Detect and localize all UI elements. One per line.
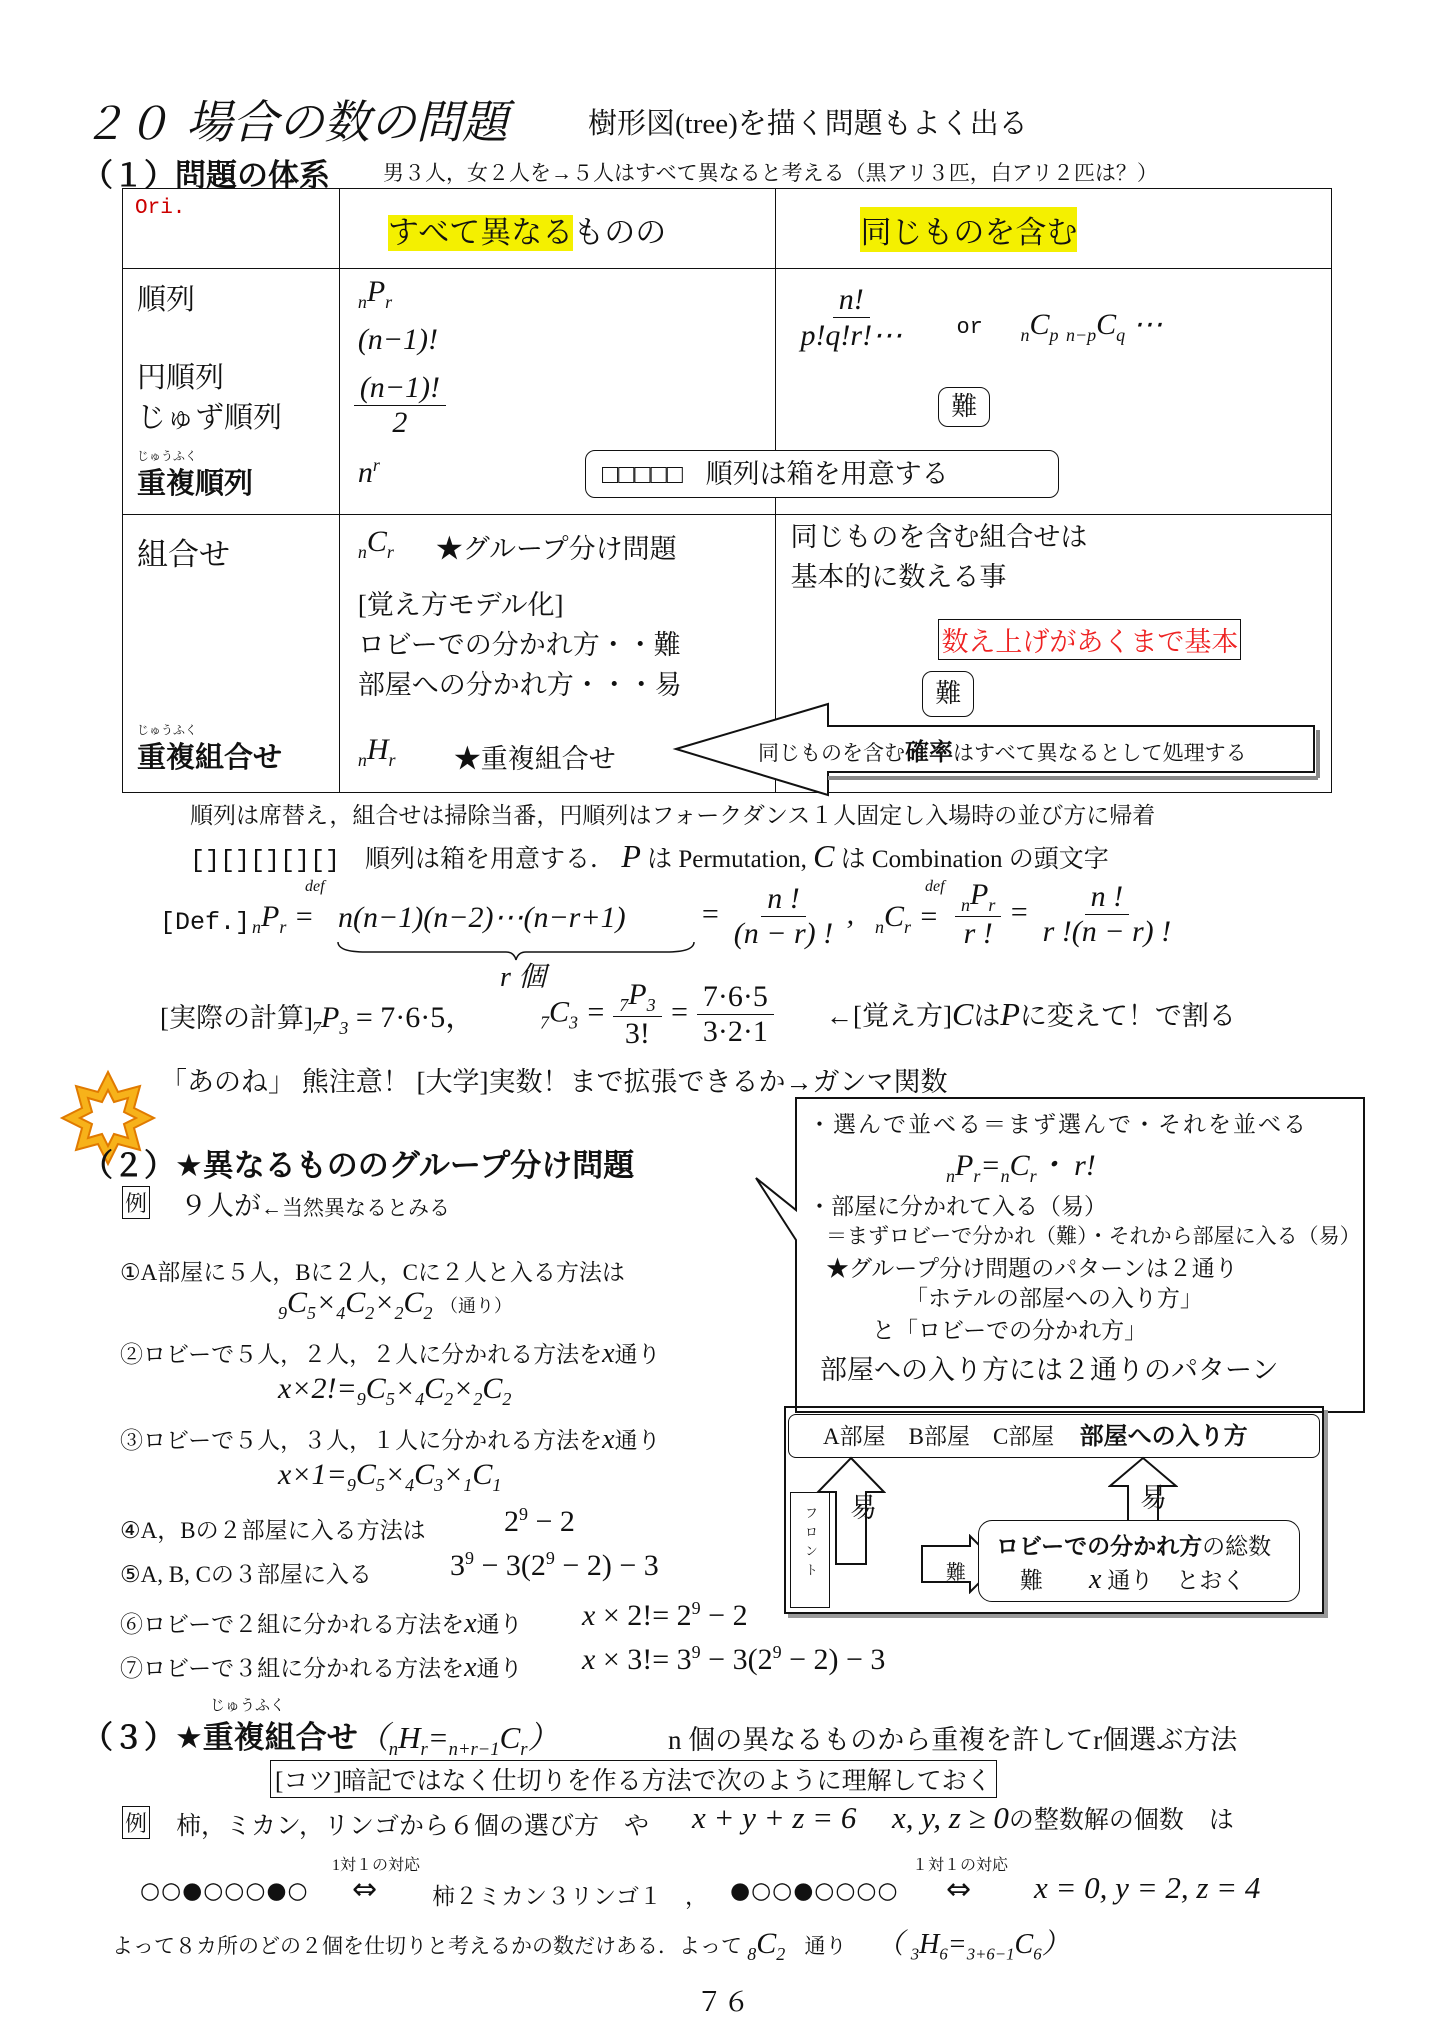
correspondence-1: 1対１の対応: [332, 1857, 421, 1874]
fruit-count: 柿２ミカン３リンゴ１ ，: [432, 1884, 708, 1909]
table-corner: Ori.: [135, 197, 186, 220]
example-mark: 例: [122, 1186, 150, 1219]
item-1: ①A部屋に５人，Bに２人，Cに２人と入る方法は: [120, 1260, 625, 1285]
perm-formula: $_nP_r$: [357, 275, 393, 312]
iff-arrow-2: ⇔: [946, 1872, 972, 1907]
lobby-sub: 難 x 通り とおく: [1020, 1564, 1246, 1595]
item-5-formula: $3^9 - 3(2^9 - 2) - 3$: [450, 1548, 659, 1582]
row-label-circ: 円順列: [137, 360, 225, 394]
section1-note: 男３人，女２人を→５人はすべて異なると考える（黒アリ３匹，白アリ２匹は？）: [383, 161, 1158, 185]
rooms-bar: [788, 1414, 1320, 1458]
section3-equation: x + y + z = 6: [692, 1800, 857, 1835]
perm-comb-analogy: 順列は席替え，組合せは掃除当番，円順列はフォークダンス１人固定し入場時の並び方に帰着: [190, 803, 1156, 828]
item-3: ③ロビーで５人，３人，１人に分かれる方法をx通り: [120, 1424, 661, 1455]
section3-example: 柿，ミカン，リンゴから６個の選び方 や: [176, 1813, 650, 1840]
box-reminder: [][][][][] 順列は箱を用意する． P は Permutation, C は Combination の頭文字: [190, 838, 1109, 875]
box-label: [585, 450, 1059, 498]
section3-desc: n 個の異なるものから重複を許してr個選ぶ方法: [668, 1725, 1238, 1755]
conclusion: よって８カ所のどの２個を仕切りと考えるかの数だけある．よって $_8C_2$ 通り （ $_3H_6=_{3+6-1}C_6$）: [112, 1927, 1070, 1964]
hard-label-arrow: 難: [946, 1562, 966, 1584]
def-perm-frac: = $\frac{n !}{(n - r) !}$ ,: [700, 882, 855, 950]
calc-perm: $_7P_3 = 7\cdot 6\cdot 5$，: [312, 1001, 476, 1038]
same-comb-1: 同じものを含む組合せは: [790, 522, 1088, 552]
row-label-comb: 組合せ: [137, 537, 230, 573]
same-comb-2: 基本的に数える事: [790, 562, 1007, 592]
item-7-formula: $x \times 3!= 3^9 - 3(2^9 - 2) - 3$: [582, 1642, 886, 1676]
dots-pattern-1: ○○●○○○●○: [140, 1878, 309, 1904]
calc-label: [実際の計算]: [160, 1003, 313, 1033]
section1-heading: （１）問題の体系: [82, 158, 330, 194]
def-label: [Def.]: [160, 908, 251, 937]
row-label-perm: 順列: [137, 282, 196, 316]
easy-label-left: 易: [850, 1493, 877, 1523]
solution: x = 0, y = 2, z = 4: [1034, 1870, 1261, 1905]
same-alt-formula: $_nC_p$ $_{n-p}C_q$ ⋯: [1020, 308, 1163, 345]
def-comb: $_nC_r$ =: [875, 900, 939, 937]
dots-pattern-2: ●○○●○○○○: [730, 1878, 899, 1904]
def-small-2: def: [925, 878, 945, 895]
box-glyphs: □□□□□: [602, 462, 684, 492]
section3-cond: x, y, z ≥ 0の整数解の個数 は: [892, 1800, 1234, 1835]
item-7: ⑦ロビーで３組に分かれる方法をx通り: [120, 1652, 523, 1683]
memo-room: 部屋への分かれ方・・・易: [357, 670, 682, 700]
section3-tip: [コツ]暗記ではなく仕切りを作る方法で次のように理解しておく: [270, 1760, 997, 1798]
section2-heading: （２）★異なるもののグループ分け問題: [82, 1148, 635, 1184]
circ-formula: (n−1)!: [357, 323, 439, 356]
ruby-rep: じゅうふく: [137, 449, 198, 463]
callout-line-7: と「ロビーでの分かれ方」: [872, 1318, 1148, 1343]
item-6-formula: $x \times 2!= 2^9 - 2$: [582, 1598, 748, 1632]
easy-label-right: 易: [1140, 1483, 1167, 1513]
row-label-rep-comb: 重複組合せ: [137, 740, 283, 774]
box-label-text: 順列は箱を用意する: [705, 459, 949, 489]
same-perm-formula: $\frac{n!}{p!q!r!\cdots}$: [800, 283, 903, 352]
callout-line-1: ・選んで並べる＝まず選んで・それを並べる: [808, 1112, 1308, 1137]
item-5: ⑤A, B, Cの３部屋に入る: [120, 1562, 372, 1587]
iff-arrow-1: ⇔: [352, 1872, 378, 1907]
callout-formula: $_nP_r=_nC_r$・ r!: [946, 1149, 1096, 1186]
def-comb-frac: $\frac{_nP_r}{r !}$ = $\frac{n !}{r !(n - r) !}$: [955, 878, 1177, 951]
row-label-rep-perm: 重複順列: [137, 466, 254, 500]
def-small-1: def: [305, 878, 325, 895]
item-3-formula: $x\times 1=_9C_5\times_4C_3\times_1C_1$: [278, 1458, 502, 1495]
neck-formula: $\frac{(n-1)!}{2}$: [354, 371, 446, 440]
header-same: 同じものを含む: [860, 207, 1077, 252]
callout-line-3: ・部屋に分かれて入る（易）: [808, 1194, 1107, 1219]
count-basic: 数え上げがあくまで基本: [938, 619, 1241, 660]
correspondence-2: １対１の対応: [912, 1857, 1009, 1874]
page-number: ７６: [696, 1987, 750, 2017]
item-2: ②ロビーで５人，２人，２人に分かれる方法をx通り: [120, 1338, 661, 1369]
hard-badge: 難: [938, 387, 990, 427]
item-4: ④A，Bの２部屋に入る方法は: [120, 1518, 426, 1543]
lobby-title: ロビーでの分かれ方の総数: [996, 1534, 1272, 1560]
def-rcount: r 個: [500, 962, 546, 993]
example-text: ９人が←当然異なるとみる: [180, 1191, 450, 1222]
item-1-formula: $_9C_5\times_4C_2\times_2C_2$ （通り）: [278, 1286, 513, 1323]
def-expand: n(n−1)(n−2)⋯(n−r+1): [338, 901, 626, 934]
comb-formula: $_nC_r$: [357, 525, 394, 562]
chapter-number: ２０: [82, 100, 170, 149]
hard-badge-2: 難: [922, 671, 974, 717]
same-or: or: [956, 315, 983, 340]
arrow-callout-text: 同じものを含む確率はすべて異なるとして処理する: [758, 738, 1247, 766]
rep-comb-formula: $_nH_r$: [357, 733, 396, 770]
page-subtitle: 樹形図(tree)を描く問題もよく出る: [588, 108, 1028, 140]
header-distinct: すべて異なるものの: [387, 215, 667, 251]
ruby-rep2: じゅうふく: [137, 723, 198, 737]
calc-comb: $_7C_3$ = $\frac{_7P_3}{3!}$ = $\frac{7\cdot 6\cdot 5}{3\cdot 2\cdot 1}$: [540, 978, 774, 1051]
comb-star: ★グループ分け問題: [435, 534, 677, 564]
item-2-formula: $x\times 2!=_9C_5\times_4C_2\times_2C_2$: [278, 1372, 512, 1409]
page-title: 場合の数の問題: [186, 97, 508, 148]
callout-line-6: 「ホテルの部屋への入り方」: [905, 1286, 1203, 1311]
item-6: ⑥ロビーで２組に分かれる方法をx通り: [120, 1608, 523, 1639]
memo-title: [覚え方モデル化]: [357, 590, 564, 620]
front-label: フロント: [803, 1506, 818, 1582]
callout-line-5: ★グループ分け問題のパターンは２通り: [826, 1256, 1238, 1281]
def-perm: $_nP_r$ =: [252, 900, 315, 937]
section3-example-mark: 例: [122, 1806, 150, 1839]
rep-perm-formula: $n^r$: [357, 455, 380, 489]
rooms-bold-label: 部屋への入り方: [1079, 1422, 1248, 1450]
item-4-formula: $2^9 - 2$: [504, 1504, 575, 1538]
section3-heading: （３）★重複組合せ$(_nH_r=_{n+r-1}C_r)$: [82, 1720, 559, 1761]
section3-ruby: じゅうふく: [210, 1696, 286, 1714]
anone-note: 「あのね」 熊注意！ [大学]実数！まで拡張できるか→ガンマ関数: [160, 1067, 948, 1097]
rep-comb-star: ★重複組合せ: [453, 744, 616, 774]
rooms-label: A部屋 B部屋 C部屋: [823, 1424, 1055, 1449]
callout-line-8: 部屋への入り方には２通りのパターン: [820, 1355, 1279, 1385]
row-label-neck: じゅず順列: [137, 400, 283, 434]
calc-memo: ←[覚え方]CはPに変えて！で割る: [826, 996, 1236, 1032]
callout-line-4: ＝まずロビーで分かれ（難）・それから部屋に入る（易）: [826, 1224, 1361, 1248]
memo-lobby: ロビーでの分かれ方・・難: [357, 630, 681, 660]
